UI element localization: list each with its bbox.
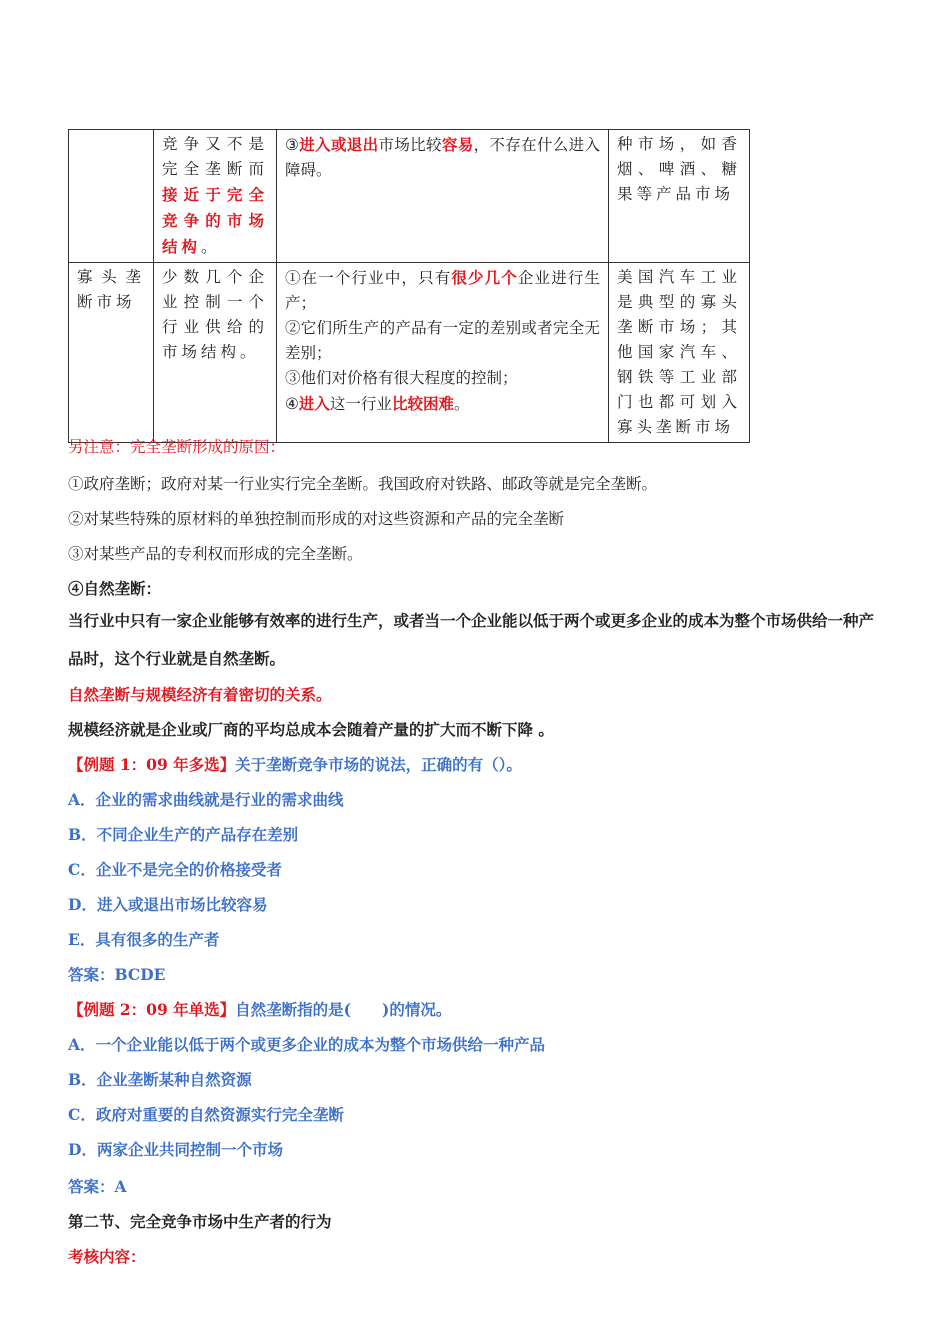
note-title: 另注意：完全垄断形成的原因： (68, 438, 286, 456)
natural-monopoly-definition: 当行业中只有一家企业能够有效率的进行生产，或者当一个企业能以低于两个或更多企业的成本为整个市场供给一种产品时，这个行业就是自然垄断。 (68, 611, 875, 668)
example1-heading (68, 753, 890, 775)
table-cell-features (277, 263, 609, 443)
cell-highlight: 很少几个 (451, 268, 518, 287)
cause-item: ①政府垄断；政府对某一行业实行完全垄断。我国政府对铁路、邮政等就是完全垄断。 (68, 475, 658, 493)
cell-highlight: 进入或退出 (299, 135, 379, 154)
cell-text: 这一行业 (329, 395, 392, 413)
cell-text: 市场比较 (378, 136, 442, 154)
example2-heading (68, 998, 890, 1020)
example2-option: A．一个企业能以低于两个或更多企业的成本为整个市场供给一种产品 (68, 1035, 546, 1054)
example2-option: D．两家企业共同控制一个市场 (68, 1140, 283, 1159)
natural-monopoly-title: ④自然垄断： (68, 579, 162, 598)
cell-text: ，不存在什么进入障碍。 (285, 136, 600, 179)
natural-monopoly-relation: 自然垄断与规模经济有着密切的关系。 (68, 685, 332, 704)
table-cell-features (277, 130, 609, 263)
example1-option: B．不同企业生产的产品存在差别 (68, 825, 299, 844)
cell-text: 。 (201, 238, 221, 256)
feature-line: ②它们所生产的产品有一定的差别或者完全无差别； (285, 319, 600, 362)
scale-economy-definition: 规模经济就是企业或厂商的平均总成本会随着产量的扩大而不断下降 。 (68, 720, 554, 739)
table-cell-definition (154, 130, 277, 263)
table-row (69, 130, 750, 263)
cause-item: ③对某些产品的专利权而形成的完全垄断。 (68, 545, 363, 563)
cell-highlight: 比较困难 (391, 394, 454, 413)
table-row (69, 263, 750, 443)
feature-line: ③他们对价格有很大程度的控制； (285, 369, 518, 387)
example1-answer: 答案：BCDE (68, 965, 166, 984)
example1-option: C．企业不是完全的价格接受者 (68, 860, 282, 879)
example2-option: C．政府对重要的自然资源实行完全垄断 (68, 1105, 344, 1124)
example1-option: E．具有很多的生产者 (68, 930, 220, 949)
cell-text: 。 (453, 395, 470, 413)
market-structure-table (68, 129, 750, 443)
example-question: 关于垄断竞争市场的说法，正确的有（）。 (235, 755, 522, 774)
table-cell-examples: 种市场，如香烟、啤酒、糖果等产品市场 (609, 130, 750, 263)
example1-option: A．企业的需求曲线就是行业的需求曲线 (68, 790, 344, 809)
table-cell-type: 寡头垄断市场 (69, 263, 154, 443)
cell-text: 竞争又不是完全垄断而 (162, 135, 268, 178)
table-cell-definition: 少数几个企业控制一个行业供给的市场结构。 (154, 263, 277, 443)
example-question: 自然垄断指的是( )的情况。 (235, 1000, 452, 1019)
table-cell-examples: 美国汽车工业是典型的寡头垄断市场；其他国家汽车、钢铁等工业部门也都可划入寡头垄断市场 (609, 263, 750, 443)
assess-title: 考核内容： (68, 1247, 146, 1266)
cell-highlight: 容易 (441, 135, 474, 154)
example-tag: 【例题 1：09 年多选】 (68, 755, 236, 774)
section-title: 第二节、完全竞争市场中生产者的行为 (68, 1212, 332, 1231)
table-cell-type (69, 130, 154, 263)
example2-answer: 答案：A (68, 1177, 127, 1196)
cell-highlight: 接近于完全竞争的市场结构 (162, 185, 268, 256)
cell-highlight: 进入 (298, 394, 330, 413)
example-tag: 【例题 2：09 年单选】 (68, 1000, 236, 1019)
feature-line (285, 391, 600, 417)
feature-line (285, 265, 600, 316)
cell-text: ③ (285, 136, 300, 154)
example1-option: D．进入或退出市场比较容易 (68, 895, 268, 914)
cell-text: 企业进行生产； (285, 269, 600, 312)
cell-text: ①在一个行业中，只有 (285, 269, 452, 287)
example2-option: B．企业垄断某种自然资源 (68, 1070, 252, 1089)
cell-text: ④ (285, 395, 299, 413)
cause-item: ②对某些特殊的原材料的单独控制而形成的对这些资源和产品的完全垄断 (68, 510, 565, 528)
